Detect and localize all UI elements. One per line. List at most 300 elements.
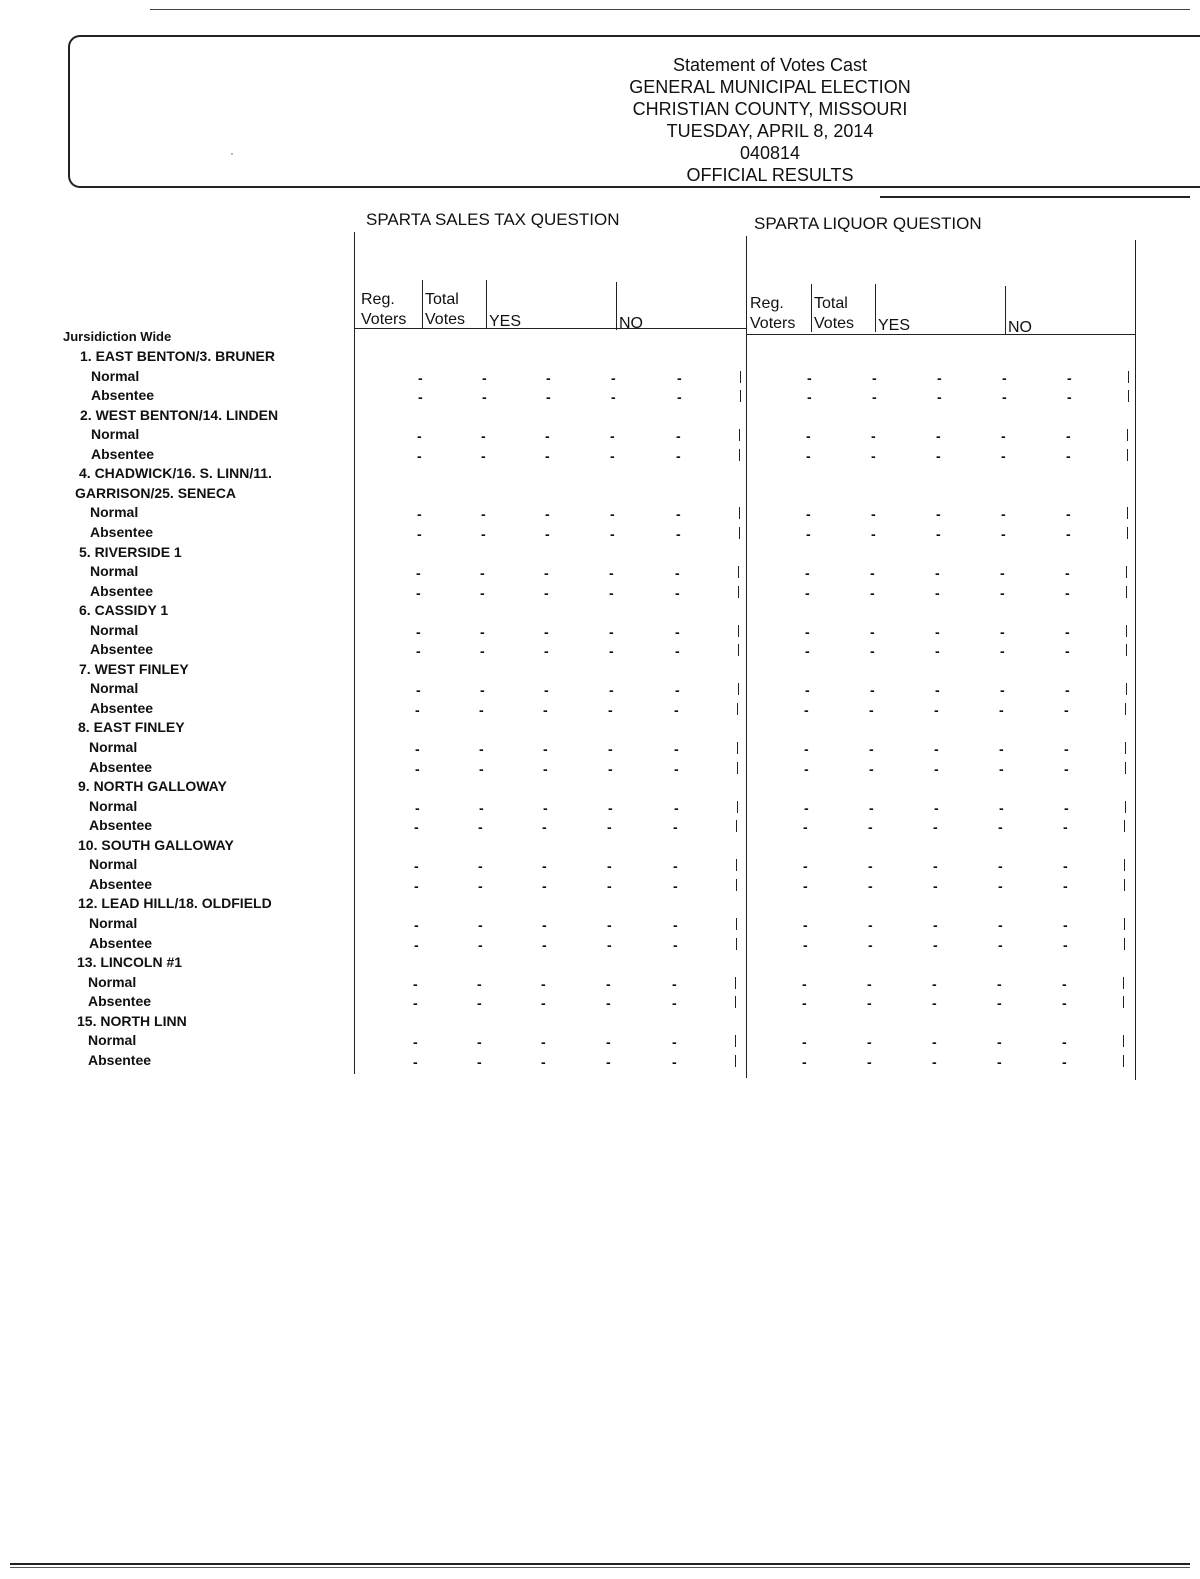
empty-value: -: [477, 975, 482, 992]
empty-value: -: [672, 1034, 677, 1051]
empty-value: -: [414, 819, 419, 836]
empty-value: -: [607, 819, 612, 836]
empty-value: -: [803, 877, 808, 894]
empty-value: -: [543, 760, 548, 777]
empty-value: -: [1063, 819, 1068, 836]
empty-value: -: [1000, 623, 1005, 640]
empty-value: -: [480, 682, 485, 699]
row-end-tick: [738, 644, 740, 656]
bottom-edge-line: [10, 1563, 1190, 1565]
empty-value: -: [545, 447, 550, 464]
empty-value: -: [1001, 506, 1006, 523]
row-end-tick: [739, 429, 741, 441]
empty-value: -: [871, 447, 876, 464]
row-end-tick: [1124, 879, 1126, 891]
empty-value: -: [871, 506, 876, 523]
empty-value: -: [608, 701, 613, 718]
empty-value: -: [414, 916, 419, 933]
empty-value: -: [675, 643, 680, 660]
empty-value: -: [805, 682, 810, 699]
empty-value: -: [934, 760, 939, 777]
empty-value: -: [546, 369, 551, 386]
row-end-tick: [1128, 390, 1130, 402]
empty-value: -: [479, 799, 484, 816]
question-title-sales-tax: SPARTA SALES TAX QUESTION: [366, 210, 620, 229]
results-status: OFFICIAL RESULTS: [686, 165, 854, 185]
absentee-row-label: Absentee: [89, 875, 153, 892]
header-rule-q1: [354, 328, 746, 329]
normal-row-label: Normal: [89, 797, 138, 814]
empty-value: -: [936, 428, 941, 445]
empty-value: -: [673, 819, 678, 836]
empty-value: -: [480, 584, 485, 601]
empty-value: -: [542, 819, 547, 836]
empty-value: -: [672, 975, 677, 992]
empty-value: -: [541, 995, 546, 1012]
empty-value: -: [802, 1053, 807, 1070]
col-reg-voters: Reg. Voters: [361, 291, 407, 328]
empty-value: -: [544, 643, 549, 660]
empty-value: -: [870, 623, 875, 640]
empty-value: -: [932, 1034, 937, 1051]
empty-value: -: [542, 858, 547, 875]
precinct-name: 5. RIVERSIDE 1: [79, 543, 182, 560]
empty-value: -: [608, 741, 613, 757]
precinct-name: 8. EAST FINLEY: [78, 719, 185, 736]
empty-value: -: [1002, 389, 1007, 406]
empty-value: -: [868, 858, 873, 875]
empty-value: -: [997, 995, 1002, 1012]
empty-value: -: [806, 525, 811, 542]
row-end-tick: [736, 918, 738, 930]
normal-row-label: Normal: [88, 1032, 137, 1049]
empty-value: -: [1062, 975, 1067, 992]
row-end-tick: [1126, 625, 1128, 637]
empty-value: -: [418, 369, 423, 386]
normal-row-label: Normal: [89, 914, 138, 931]
row-end-tick: [1127, 507, 1129, 519]
empty-value: -: [675, 584, 680, 601]
empty-value: -: [1001, 525, 1006, 542]
report-header: [585, 54, 955, 186]
empty-value: -: [870, 565, 875, 582]
precinct-name: 10. SOUTH GALLOWAY: [78, 836, 234, 853]
empty-value: -: [1066, 506, 1071, 523]
empty-value: -: [542, 936, 547, 953]
empty-value: -: [806, 447, 811, 464]
row-end-tick: [736, 938, 738, 950]
election-code: 040814: [739, 143, 801, 163]
empty-value: -: [804, 701, 809, 718]
row-end-tick: [1126, 683, 1128, 695]
col-no: NO: [1008, 319, 1032, 336]
empty-value: -: [675, 623, 680, 640]
empty-value: -: [1065, 682, 1070, 699]
empty-value: -: [804, 741, 809, 757]
empty-value: -: [478, 916, 483, 933]
empty-value: -: [802, 995, 807, 1012]
empty-value: -: [937, 369, 942, 386]
empty-value: -: [674, 760, 679, 777]
empty-value: -: [867, 1053, 872, 1070]
empty-value: -: [935, 565, 940, 582]
empty-value: -: [417, 428, 422, 445]
empty-value: -: [541, 975, 546, 992]
empty-value: -: [933, 916, 938, 933]
col-sep: [616, 282, 617, 330]
empty-value: -: [482, 389, 487, 406]
empty-value: -: [1000, 682, 1005, 699]
empty-value: -: [478, 858, 483, 875]
top-edge-line: [150, 9, 1190, 10]
empty-value: -: [672, 1053, 677, 1070]
empty-value: -: [677, 369, 682, 386]
empty-value: -: [998, 916, 1003, 933]
empty-value: -: [413, 1053, 418, 1070]
empty-value: -: [936, 447, 941, 464]
row-end-tick: [737, 742, 739, 754]
absentee-row-label: Absentee: [89, 934, 153, 951]
empty-value: -: [611, 389, 616, 406]
empty-value: -: [1065, 643, 1070, 660]
empty-value: -: [413, 995, 418, 1012]
empty-value: -: [869, 760, 874, 777]
row-end-tick: [1123, 977, 1125, 989]
empty-value: -: [937, 389, 942, 406]
empty-value: -: [933, 858, 938, 875]
normal-row-label: Normal: [91, 367, 140, 384]
empty-value: -: [806, 506, 811, 523]
empty-value: -: [541, 1034, 546, 1051]
empty-value: -: [806, 428, 811, 445]
bottom-edge-line-2: [10, 1567, 1190, 1568]
col-yes: YES: [878, 317, 911, 334]
empty-value: -: [867, 1034, 872, 1051]
empty-value: -: [998, 858, 1003, 875]
empty-value: -: [609, 643, 614, 660]
empty-value: -: [480, 643, 485, 660]
empty-value: -: [673, 877, 678, 894]
empty-value: -: [609, 565, 614, 582]
empty-value: -: [1062, 1034, 1067, 1051]
precinct-name: 6. CASSIDY 1: [79, 602, 169, 619]
empty-value: -: [802, 1034, 807, 1051]
row-end-tick: [1123, 1055, 1125, 1067]
empty-value: -: [1063, 858, 1068, 875]
empty-value: -: [868, 936, 873, 953]
empty-value: -: [673, 936, 678, 953]
empty-value: -: [935, 682, 940, 699]
empty-value: -: [416, 643, 421, 660]
col-sep: [811, 284, 812, 332]
row-end-tick: [739, 527, 741, 539]
empty-value: -: [999, 741, 1004, 757]
empty-value: -: [545, 525, 550, 542]
row-end-tick: [1125, 762, 1127, 774]
empty-value: -: [480, 623, 485, 640]
empty-value: -: [545, 428, 550, 445]
empty-value: -: [478, 877, 483, 894]
empty-value: -: [610, 525, 615, 542]
empty-value: -: [415, 760, 420, 777]
empty-value: -: [804, 760, 809, 777]
empty-value: -: [418, 389, 423, 406]
empty-value: -: [481, 447, 486, 464]
row-end-tick: [737, 703, 739, 715]
normal-row-label: Normal: [90, 680, 139, 697]
row-end-tick: [1128, 371, 1130, 383]
empty-value: -: [674, 741, 679, 757]
empty-value: -: [544, 682, 549, 699]
empty-value: -: [543, 701, 548, 718]
empty-value: -: [1065, 623, 1070, 640]
empty-value: -: [1064, 760, 1069, 777]
empty-value: -: [1000, 584, 1005, 601]
empty-value: -: [803, 819, 808, 836]
empty-value: -: [932, 995, 937, 1012]
empty-value: -: [677, 389, 682, 406]
empty-value: -: [997, 1053, 1002, 1070]
empty-value: -: [1002, 369, 1007, 386]
empty-value: -: [676, 525, 681, 542]
row-end-tick: [736, 820, 738, 832]
empty-value: -: [1067, 389, 1072, 406]
empty-value: -: [609, 623, 614, 640]
normal-row-label: Normal: [89, 739, 138, 755]
empty-value: -: [478, 936, 483, 953]
empty-value: -: [934, 701, 939, 718]
empty-value: -: [868, 916, 873, 933]
row-end-tick: [1124, 938, 1126, 950]
empty-value: -: [416, 584, 421, 601]
empty-value: -: [805, 643, 810, 660]
row-end-tick: [1127, 429, 1129, 441]
precinct-name: 9. NORTH GALLOWAY: [78, 778, 227, 795]
col-sep: [486, 280, 487, 328]
jurisdiction-wide-label: Jursidiction Wide: [63, 329, 172, 344]
col-no: NO: [619, 315, 643, 332]
normal-row-label: Normal: [90, 621, 139, 638]
table-right-border: [1135, 240, 1136, 1080]
col-sep: [422, 280, 423, 328]
empty-value: -: [545, 506, 550, 523]
empty-value: -: [673, 916, 678, 933]
row-end-tick: [1124, 859, 1126, 871]
empty-value: -: [609, 584, 614, 601]
empty-value: -: [481, 428, 486, 445]
row-end-tick: [735, 1055, 737, 1067]
absentee-row-label: Absentee: [90, 582, 154, 599]
empty-value: -: [414, 936, 419, 953]
empty-value: -: [997, 1034, 1002, 1051]
absentee-row-label: Absentee: [88, 1051, 152, 1068]
precinct-name: 4. CHADWICK/16. S. LINN/11.: [79, 465, 272, 482]
empty-value: -: [610, 447, 615, 464]
empty-value: -: [610, 428, 615, 445]
empty-value: -: [543, 799, 548, 816]
empty-value: -: [1064, 741, 1069, 757]
row-end-tick: [735, 1035, 737, 1047]
absentee-row-label: Absentee: [89, 817, 153, 834]
absentee-row-label: Absentee: [90, 699, 154, 716]
row-end-tick: [1126, 644, 1128, 656]
empty-value: -: [935, 623, 940, 640]
row-end-tick: [740, 371, 742, 383]
empty-value: -: [935, 584, 940, 601]
empty-value: -: [1063, 916, 1068, 933]
empty-value: -: [479, 701, 484, 718]
absentee-row-label: Absentee: [88, 993, 152, 1010]
col-reg-voters: Reg. Voters: [750, 295, 796, 332]
empty-value: -: [1001, 428, 1006, 445]
empty-value: -: [805, 565, 810, 582]
empty-value: -: [1067, 369, 1072, 386]
empty-value: -: [607, 936, 612, 953]
precinct-name: 15. NORTH LINN: [77, 1012, 187, 1029]
normal-row-label: Normal: [90, 563, 139, 580]
empty-value: -: [606, 975, 611, 992]
empty-value: -: [1066, 525, 1071, 542]
row-end-tick: [740, 390, 742, 402]
absentee-row-label: Absentee: [91, 387, 155, 404]
empty-value: -: [477, 1034, 482, 1051]
empty-value: -: [676, 447, 681, 464]
empty-value: -: [803, 916, 808, 933]
empty-value: -: [417, 506, 422, 523]
empty-value: -: [934, 799, 939, 816]
empty-value: -: [871, 428, 876, 445]
empty-value: -: [542, 916, 547, 933]
empty-value: -: [611, 369, 616, 386]
empty-value: -: [415, 799, 420, 816]
empty-value: -: [1000, 643, 1005, 660]
empty-value: -: [477, 995, 482, 1012]
empty-value: -: [542, 877, 547, 894]
empty-value: -: [999, 799, 1004, 816]
row-end-tick: [735, 996, 737, 1008]
col-sep: [1005, 286, 1006, 334]
empty-value: -: [673, 858, 678, 875]
normal-row-label: Normal: [88, 973, 137, 990]
row-end-tick: [738, 625, 740, 637]
normal-row-label: Normal: [91, 426, 140, 443]
scan-speck: ·: [230, 146, 234, 160]
row-end-tick: [1125, 703, 1127, 715]
report-title: Statement of Votes Cast: [672, 55, 868, 75]
row-end-tick: [1125, 801, 1127, 813]
row-end-tick: [1123, 1035, 1125, 1047]
empty-value: -: [480, 565, 485, 582]
empty-value: -: [478, 819, 483, 836]
empty-value: -: [870, 682, 875, 699]
empty-value: -: [541, 1053, 546, 1070]
empty-value: -: [935, 643, 940, 660]
empty-value: -: [934, 741, 939, 757]
row-end-tick: [736, 879, 738, 891]
empty-value: -: [869, 741, 874, 757]
empty-value: -: [867, 995, 872, 1012]
empty-value: -: [606, 1053, 611, 1070]
empty-value: -: [872, 389, 877, 406]
empty-value: -: [606, 995, 611, 1012]
row-end-tick: [735, 977, 737, 989]
row-end-tick: [1126, 586, 1128, 598]
empty-value: -: [998, 877, 1003, 894]
empty-value: -: [805, 584, 810, 601]
row-end-tick: [737, 762, 739, 774]
row-end-tick: [739, 507, 741, 519]
empty-value: -: [933, 877, 938, 894]
question-title-liquor: SPARTA LIQUOR QUESTION: [754, 214, 982, 233]
empty-value: -: [805, 623, 810, 640]
normal-row-label: Normal: [90, 504, 139, 521]
absentee-row-label: Absentee: [89, 758, 153, 775]
empty-value: -: [544, 565, 549, 582]
empty-value: -: [415, 701, 420, 718]
empty-value: -: [1065, 584, 1070, 601]
empty-value: -: [871, 525, 876, 542]
row-end-tick: [1127, 527, 1129, 539]
empty-value: -: [675, 565, 680, 582]
empty-value: -: [1001, 447, 1006, 464]
empty-value: -: [608, 760, 613, 777]
empty-value: -: [1062, 995, 1067, 1012]
empty-value: -: [867, 975, 872, 992]
normal-row-label: Normal: [89, 856, 138, 873]
empty-value: -: [807, 389, 812, 406]
row-end-tick: [1123, 996, 1125, 1008]
row-end-tick: [1124, 918, 1126, 930]
empty-value: -: [1066, 447, 1071, 464]
row-end-tick: [737, 801, 739, 813]
precinct-name: 13. LINCOLN #1: [77, 954, 183, 971]
empty-value: -: [933, 936, 938, 953]
empty-value: -: [803, 936, 808, 953]
empty-value: -: [933, 819, 938, 836]
header-rule-q2: [746, 334, 1136, 335]
empty-value: -: [1000, 565, 1005, 582]
empty-value: -: [416, 565, 421, 582]
empty-value: -: [868, 819, 873, 836]
empty-value: -: [416, 623, 421, 640]
empty-value: -: [544, 584, 549, 601]
empty-value: -: [869, 701, 874, 718]
empty-value: -: [413, 975, 418, 992]
empty-value: -: [936, 525, 941, 542]
empty-value: -: [607, 877, 612, 894]
empty-value: -: [1066, 428, 1071, 445]
empty-value: -: [999, 760, 1004, 777]
col-yes: YES: [489, 313, 522, 330]
empty-value: -: [1063, 936, 1068, 953]
col-total-votes: Total Votes: [425, 291, 466, 328]
empty-value: -: [413, 1034, 418, 1051]
empty-value: -: [676, 428, 681, 445]
empty-value: -: [482, 369, 487, 386]
empty-value: -: [869, 799, 874, 816]
empty-value: -: [609, 682, 614, 699]
empty-value: -: [997, 975, 1002, 992]
empty-value: -: [807, 369, 812, 386]
empty-value: -: [606, 1034, 611, 1051]
empty-value: -: [872, 369, 877, 386]
empty-value: -: [481, 525, 486, 542]
empty-value: -: [868, 877, 873, 894]
empty-value: -: [1063, 877, 1068, 894]
row-end-tick: [1124, 820, 1126, 832]
precinct-name: 12. LEAD HILL/18. OLDFIELD: [78, 895, 272, 912]
row-end-tick: [1125, 742, 1127, 754]
